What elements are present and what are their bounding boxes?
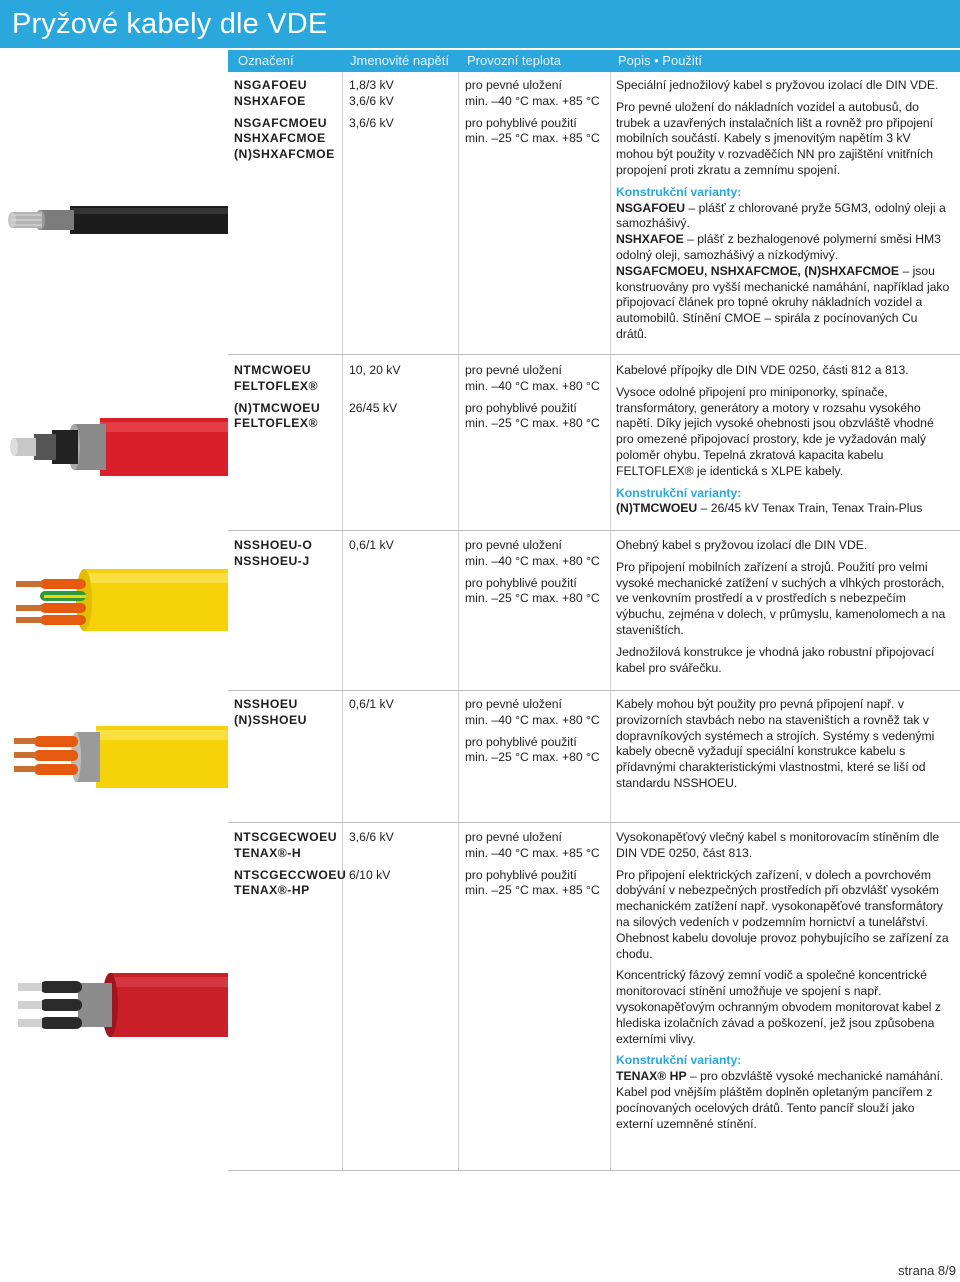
row-divider [228, 822, 960, 823]
col-header-oznaceni: Označení [238, 53, 294, 68]
cable-image-single-core-black [0, 190, 228, 250]
temp-range: min. –40 °C max. +80 °C [465, 378, 600, 393]
page-title: Pryžové kabely dle VDE [12, 8, 328, 40]
col-header-napeti: Jmenovité napětí [350, 53, 450, 68]
row3-temps [465, 538, 600, 607]
row2-codes [234, 363, 320, 432]
row-divider [228, 690, 960, 691]
variants-heading: Konstrukční varianty: [616, 485, 742, 500]
variant-code: (N)TMCWOEU [616, 501, 698, 516]
cable-code: TENAX®-HP [234, 883, 310, 898]
table-header [228, 50, 960, 72]
variant-code: NSHXAFOE [616, 232, 684, 247]
temp-range: min. –40 °C max. +80 °C [465, 553, 600, 568]
voltage-value: 0,6/1 kV [349, 538, 394, 552]
variant-code: NSGAFOEU [616, 200, 686, 215]
desc-paragraph: Speciální jednožilový kabel s pryžovou izolací dle DIN VDE. [616, 78, 939, 92]
variants-heading: Konstrukční varianty: [616, 184, 742, 199]
cable-code: FELTOFLEX® [234, 416, 318, 431]
desc-paragraph: Vysokonapěťový vlečný kabel s monitorovacím stíněním dle DIN VDE 0250, část 813. [616, 830, 940, 860]
variant-text: – 26/45 kV Tenax Train, Tenax Train-Plus [697, 501, 923, 516]
voltage-value: 26/45 kV [349, 400, 398, 415]
row3-voltages [349, 538, 394, 554]
temp-range: min. –25 °C max. +80 °C [465, 591, 600, 606]
variant-text: – jsou konstruovány pro vyšší mechanické namáhání, například jako připojovací článek pro topné okruhy nákladních vozidel a automobilů. Stínění CMOE – spirála z pocínovaných Cu drátů. [616, 263, 950, 341]
temp-label: pro pevné uložení [465, 78, 562, 92]
temp-range: min. –25 °C max. +80 °C [465, 750, 600, 765]
variant-code: TENAX® HP [616, 1069, 687, 1084]
voltage-value: 3,6/6 kV [349, 830, 394, 844]
row-divider [228, 354, 960, 355]
row2-temps [465, 363, 600, 432]
desc-paragraph: Kabely mohou být použity pro pevná připojení např. v provizorních stavbách nebo na staveništích a rovněž tak v dopravníkových systémech a strojích. Systémy s vedenými kabely obecně vyžadují speciální konstrukce kabelu s přídavnými charakteristickými vlastnostmi, které se liší od standardu NSSHOEU. [616, 697, 935, 790]
row1-voltages [349, 78, 394, 131]
temp-range: min. –40 °C max. +85 °C [465, 93, 600, 108]
row5-codes [234, 830, 346, 899]
voltage-value: 3,6/6 kV [349, 115, 394, 130]
temp-label: pro pevné uložení [465, 697, 562, 711]
temp-label: pro pohyblivé použití [465, 575, 577, 590]
row-divider [228, 530, 960, 531]
col-header-popis: Popis • Použití [618, 53, 703, 68]
desc-paragraph: Kabelové přípojky dle DIN VDE 0250, části 812 a 813. [616, 363, 909, 377]
row2-description [616, 363, 950, 523]
cable-code: NSSHOEU-O [234, 538, 313, 552]
column-divider [610, 72, 611, 1170]
voltage-value: 3,6/6 kV [349, 93, 394, 108]
title-bar [0, 0, 960, 48]
variant-text: – plášť z bezhalogenové polymerní směsi HM3 odolný oleji, samozhášivý a nízkodýmivý. [616, 232, 941, 262]
row3-codes [234, 538, 312, 570]
cable-code: FELTOFLEX® [234, 378, 318, 393]
cable-code: NSHXAFOE [234, 93, 306, 108]
cable-code: (N)SHXAFCMOE [234, 147, 335, 162]
temp-label: pro pevné uložení [465, 363, 562, 377]
temp-range: min. –25 °C max. +85 °C [465, 131, 600, 146]
temp-label: pro pohyblivé použití [465, 115, 577, 130]
temp-label: pro pohyblivé použití [465, 734, 577, 749]
cable-code: NSHXAFCMOE [234, 131, 326, 146]
cable-code: NTSCGECCWOEU [234, 867, 347, 882]
voltage-value: 1,8/3 kV [349, 78, 394, 92]
cable-code: NSSHOEU-J [234, 553, 310, 568]
col-header-teplota: Provozní teplota [467, 53, 561, 68]
row1-description [616, 78, 950, 349]
temp-range: min. –40 °C max. +85 °C [465, 845, 600, 860]
cable-code: (N)TMCWOEU [234, 400, 321, 415]
row3-description [616, 538, 950, 682]
desc-paragraph: Vysoce odolné připojení pro miniponorky, spínače, transformátory, generátory a motory v rozsahu vysokého napětí. Díky jejich vysoké ohebnosti jsou obzvláště vhodné pro omezené připojovací prostory, kde je vyžadován malý poloměr ohybu. Tepelná zkratová kapacita kabelu FELTOFLEX® je identická s XLPE kabely. [616, 384, 934, 478]
temp-label: pro pohyblivé použití [465, 867, 577, 882]
variant-text: – pro obzvláště vysoké mechanické namáhání. Kabel pod vnějším pláštěm doplněn opletaným pancířem z pocínovaných ocelových drátů. Tento pancíř slouží jako externí uzemněné stínění. [616, 1069, 944, 1131]
cable-code: NSGAFOEU [234, 78, 308, 92]
cable-code: TENAX®-H [234, 845, 302, 860]
voltage-value: 6/10 kV [349, 867, 391, 882]
column-divider [342, 72, 343, 1170]
variants-heading: Konstrukční varianty: [616, 1053, 742, 1068]
desc-paragraph: Koncentrický fázový zemní vodič a společné koncentrické monitorovací stínění umožňuje ve spojení s např. vysokonapěťovým ochranným obvodem monitorovat kabel z hlediska izolačních závad a poškození, jež jsou způsobena externími vlivy. [616, 968, 941, 1046]
temp-range: min. –40 °C max. +80 °C [465, 712, 600, 727]
cable-code: NSSHOEU [234, 697, 298, 711]
voltage-value: 10, 20 kV [349, 363, 401, 377]
row1-temps [465, 78, 600, 147]
cable-code: NTSCGECWOEU [234, 830, 337, 844]
temp-label: pro pevné uložení [465, 538, 562, 552]
row5-description [616, 830, 950, 1138]
row2-voltages [349, 363, 401, 416]
cable-image-yellow-multicore [0, 555, 228, 645]
cable-image-red-medium-voltage [0, 400, 228, 490]
row5-temps [465, 830, 600, 899]
temp-label: pro pohyblivé použití [465, 400, 577, 415]
row4-temps [465, 697, 600, 766]
row1-codes [234, 78, 335, 163]
cable-image-yellow-armored [0, 712, 228, 802]
cable-code: NSGAFCMOEU [234, 115, 328, 130]
desc-paragraph: Pro pevné uložení do nákladních vozidel a autobusů, do trubek a uzavřených instalačních lišt a rovněž pro připojení mobilních součástí. Kabely s jmenovitým napětím 3 kV mohou být použity v rozvaděčích NN pro zajištění vnitřních propojení proti zkratu a zemnímu spojení. [616, 99, 934, 177]
cable-code: (N)SSHOEU [234, 712, 307, 727]
row4-voltages [349, 697, 394, 713]
desc-paragraph: Pro připojení mobilních zařízení a strojů. Použití pro velmi vysoké mechanické zatížení v suchých a vlhkých prostorách, ve venkovním prostředí a v prostředích s nebezpečím výbuchu, zejména v dolech, v prûmyslu, kamenolomech a na staveništích. [616, 559, 946, 637]
column-divider [458, 72, 459, 1170]
temp-label: pro pevné uložení [465, 830, 562, 844]
row-divider [228, 1170, 960, 1171]
temp-range: min. –25 °C max. +85 °C [465, 883, 600, 898]
variant-text: – plášť z chlorované pryže 5GM3, odolný oleji a samozhášivý. [616, 200, 946, 231]
temp-range: min. –25 °C max. +80 °C [465, 416, 600, 431]
row4-description [616, 697, 950, 798]
page-number: strana 8/9 [898, 1263, 956, 1278]
desc-paragraph: Pro připojení elektrických zařízení, v dolech a povrchovém dobývání v nebezpečných prostředích při obzvlášť vysokém mechanickém zatížení např. vysokonapěťové transformátory na silových vedeních v podzemním hornictví a tunelářství. Ohebnost kabelu dovoluje provoz pohybujícího se zařízení za chodu. [616, 867, 949, 961]
desc-paragraph: Jednožilová konstrukce je vhodná jako robustní připojovací kabel pro svářečku. [616, 644, 935, 675]
row5-voltages [349, 830, 394, 883]
row4-codes [234, 697, 307, 729]
variant-code: NSGAFCMOEU, NSHXAFCMOE, (N)SHXAFCMOE [616, 263, 900, 278]
desc-paragraph: Ohebný kabel s pryžovou izolací dle DIN VDE. [616, 538, 868, 552]
voltage-value: 0,6/1 kV [349, 697, 394, 711]
cable-image-red-high-voltage [0, 955, 228, 1055]
cable-code: NTMCWOEU [234, 363, 312, 377]
